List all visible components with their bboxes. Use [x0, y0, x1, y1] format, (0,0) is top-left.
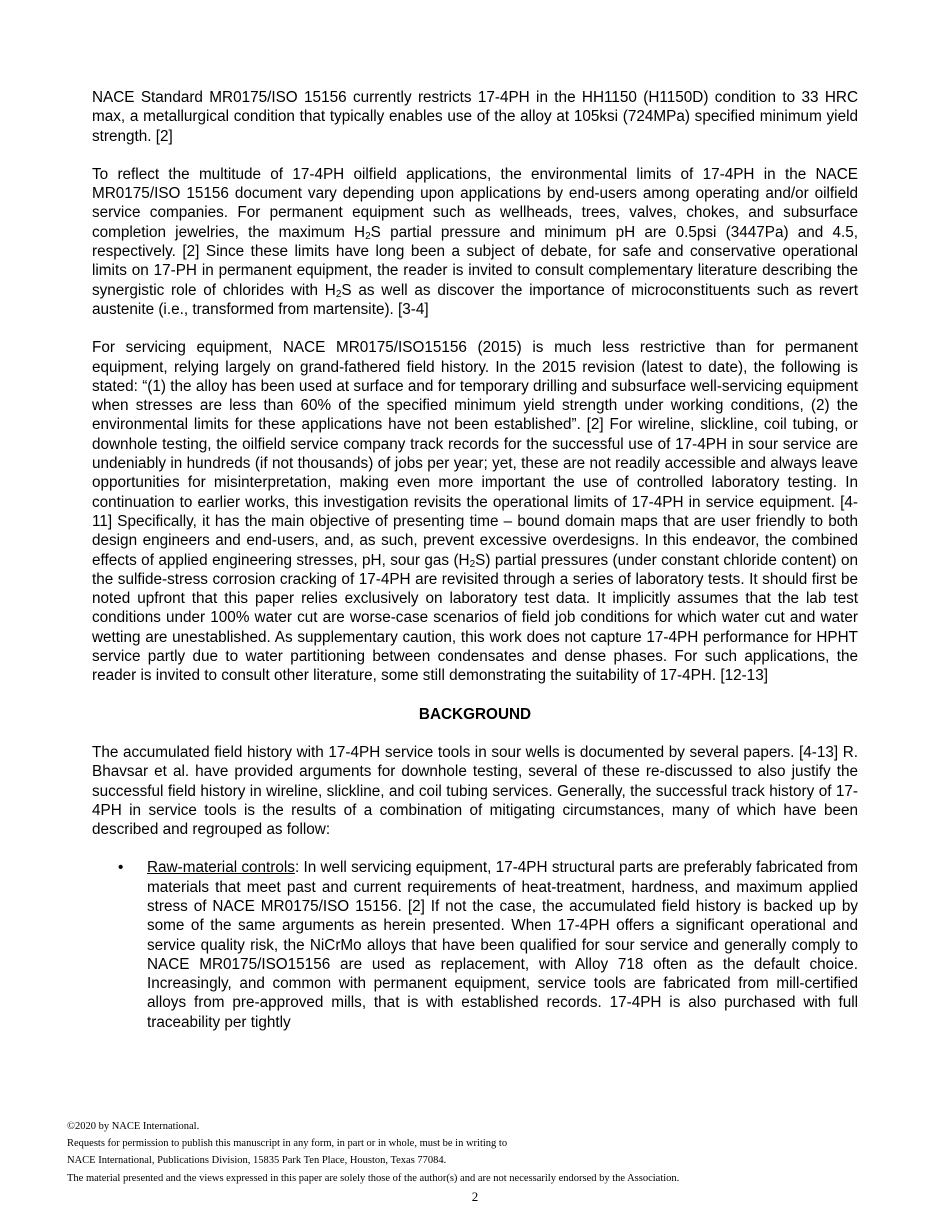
page-number: 2: [471, 1189, 479, 1204]
section-heading-background: BACKGROUND: [418, 705, 532, 723]
footer-line: ©2020 by NACE International.: [67, 1121, 200, 1132]
list-item-title: Raw-material controls: [147, 859, 295, 877]
paragraph-nace-standard: NACE Standard MR0175/ISO 15156 currently restricts 17-4PH in the HH1150 (H1150D) condition to 33 HRC max, a metallurgical condition that typically enables use of the alloy at 105ksi (724MPa) specified minimum yield strength. [2]: [92, 89, 858, 145]
footer-line: NACE International, Publications Division, 15835 Park Ten Place, Houston, Texas 77084.: [67, 1155, 447, 1167]
copyright-footer: [67, 1118, 887, 1187]
paragraph-servicing-equipment: For servicing equipment, NACE MR0175/ISO15156 (2015) is much less restrictive than for permanent equipment, relying largely on grand-fathered field history. In the 2015 revision (latest to date), the following is stated: “(1) the alloy has been used at surface and for temporary drilling and subsurface well-servicing equipment when stresses are less than 60% of the specified minimum yield strength under working conditions, (2) the environmental limits for these applications have not been established”. [2] For wireline, slickline, coil tubing, or downhole testing, the oilfield service company track records for the successful use of 17-4PH in sour service are undeniably in hundreds (if not thousands) of jobs per year; yet, these are not readily accessible and always leave opportunities for misinterpretation, making even more important the use of controlled laboratory testing. In continuation to earlier works, this investigation revisits the operational limits of 17-4PH in service equipment. [4-11] Specifically, it has the main objective of presenting time – bound domain maps that are user friendly to both design engineers and end-users, and, as such, prevent excessive overdesigns. In this endeavor, the combined effects of applied engineering stresses, pH, sour gas $(H_2S)$ partial pressures (under constant chloride content) on the sulfide-stress corrosion cracking of 17-4PH are revisited through a series of laboratory tests. It should first be noted upfront that this paper relies exclusively on laboratory test data. It implicitly assumes that the lab test conditions under 100% water cut are worse-case scenarios of field job conditions for which water cut and water wetting are unestablished. As supplementary caution, this work does not capture 17-4PH performance for HPHT service partly due to water partitioning between condensates and dense phases. For such applications, the reader is invited to consult other literature, some still demonstrating the suitability of 17-4PH. [12-13]: [92, 339, 858, 685]
footer-line: Requests for permission to publish this manuscript in any form, in part or in whole, must be in writing to: [67, 1138, 508, 1150]
paragraph-background: The accumulated field history with 17-4PH service tools in sour wells is documented by several papers. [4-13] R. Bhavsar et al. have provided arguments for downhole testing, several of these re-discussed to also justify the successful field history in wireline, slickline, and coil tubing services. Generally, the successful track history of 17-4PH in service tools is the results of a combination of mitigating circumstances, many of which have been described and regrouped as follow:: [92, 743, 858, 839]
main-content: [92, 88, 858, 1032]
paragraph-environmental-limits: To reflect the multitude of 17-4PH oilfield applications, the environmental limits of 17-4PH in the NACE MR0175/ISO 15156 document vary depending upon applications by end-users among operating and/or oilfield service companies. For permanent equipment such as wellheads, trees, valves, chokes, and subsurface completion jewelries, the maximum $H_2S$ partial pressure and minimum pH are 0.5psi (3447Pa) and 4.5, respectively. [2] Since these limits have long been a subject of debate, for safe and conservative operational limits on 17-PH in permanent equipment, the reader is invited to consult complementary literature describing the synergistic role of chlorides with $H_2S$ as well as discover the importance of microconstituents such as revert austenite (i.e., transformed from martensite). [3-4]: [92, 165, 858, 318]
mitigating-circumstances-list: [92, 858, 858, 1032]
footer-line: The material presented and the views expressed in this paper are solely those of the author(s) and are not necessarily endorsed by the Association.: [67, 1172, 680, 1184]
bullet-icon: •: [118, 859, 124, 877]
list-item-text: : In well servicing equipment, 17-4PH structural parts are preferably fabricated from materials that meet past and current requirements of heat-treatment, hardness, and maximum applied stress of NACE MR0175/ISO 15156. [2] If not the case, the accumulated field history is backed up by some of the same arguments as herein presented. When 17-4PH offers a significant operational and service quality risk, the NiCrMo alloys that have been qualified for sour service and generally comply to NACE MR0175/ISO15156 are used as replacement, with Alloy 718 often as the default choice. Increasingly, and common with permanent equipment, service tools are fabricated from mill-certified alloys from pre-approved mills, that is with established records. 17-4PH is also purchased with full traceability per tightly: [147, 859, 858, 1031]
list-item: [92, 858, 858, 1032]
